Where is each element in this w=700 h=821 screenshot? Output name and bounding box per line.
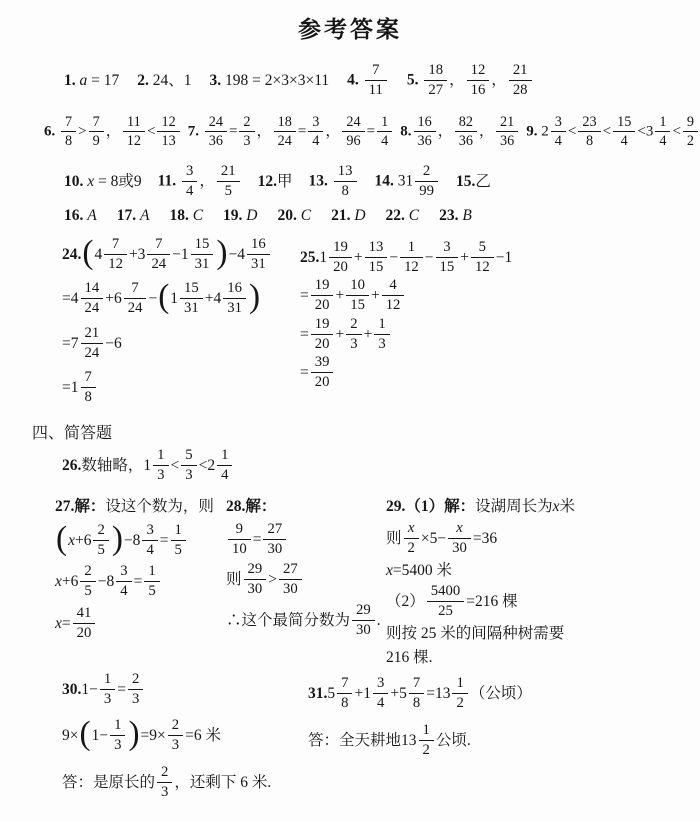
fraction: $\frac{5}{12}$	[471, 239, 494, 274]
math-line: 9× ( 1− $\frac{1}{3}$ ) =9× $\frac{2}{3}$ =6 米	[62, 715, 222, 754]
fraction: $\frac{1}{3}$	[100, 671, 115, 706]
fraction: $\frac{29}{30}$	[352, 602, 375, 637]
fraction: $\frac{7}{24}$	[124, 280, 147, 315]
answer-13: 13. $\frac{13}{8}$	[309, 164, 359, 199]
fraction: $\frac{15}{31}$	[180, 280, 203, 315]
fraction: $\frac{14}{24}$	[81, 280, 104, 315]
fraction: $\frac{16}{31}$	[247, 236, 270, 271]
answer-19: 19. D	[223, 207, 258, 225]
fraction: $\frac{9}{10}$	[228, 521, 251, 556]
fraction: $\frac{2}{5}$	[93, 522, 108, 557]
fraction: $\frac{7}{11}$	[365, 62, 387, 97]
math-line: x =5400 米	[386, 561, 453, 579]
answers-row-6-9	[44, 105, 700, 159]
fraction: $\frac{1}{12}$	[400, 239, 423, 274]
math-line: = $\frac{39}{20}$	[300, 355, 512, 390]
fraction: $\frac{3}{15}$	[436, 239, 459, 274]
fraction: $\frac{2}{3}$	[157, 764, 172, 799]
fraction: $\frac{3}{4}$	[373, 675, 388, 710]
math-line: =7 $\frac{21}{24}$ −6	[62, 324, 122, 361]
answer-23: 23. B	[439, 207, 472, 225]
fraction: $\frac{1}{5}$	[171, 522, 186, 557]
fraction: $\frac{5}{3}$	[181, 447, 196, 482]
fraction: $\frac{12}{13}$	[157, 114, 179, 149]
fraction: $\frac{7}{24}$	[147, 236, 170, 271]
fraction: $\frac{7}{9}$	[89, 114, 104, 149]
fraction: $\frac{x}{30}$	[448, 520, 471, 555]
fraction: $\frac{41}{20}$	[73, 605, 96, 640]
problem-24-solution	[62, 233, 272, 415]
math-line: x = $\frac{41}{20}$	[55, 606, 214, 641]
answer-1: 1. a = 17	[64, 72, 120, 90]
fraction: $\frac{11}{12}$	[123, 114, 145, 149]
fraction: $\frac{13}{8}$	[334, 163, 357, 198]
fraction: $\frac{18}{27}$	[424, 62, 447, 97]
fraction: $\frac{1}{3}$	[374, 316, 389, 351]
math-line: $\frac{9}{10}$ = $\frac{27}{30}$	[226, 522, 381, 557]
answer-18: 18. C	[169, 207, 204, 225]
problem-30-solution	[62, 672, 271, 811]
fraction: $\frac{1}{4}$	[217, 447, 232, 482]
fraction: $\frac{3}{4}$	[551, 114, 566, 149]
problem-27-solution	[55, 497, 214, 647]
page-title: 参考答案	[298, 17, 402, 42]
answers-row-16-23	[64, 204, 472, 228]
fraction: $\frac{1}{4}$	[655, 114, 670, 149]
math-line: 答：是原长的 $\frac{2}{3}$ ，还剩下 6 米.	[62, 763, 272, 800]
fraction: $\frac{1}{3}$	[110, 717, 125, 752]
fraction: $\frac{7}{8}$	[61, 114, 76, 149]
math-line: 则 $\frac{29}{30}$ > $\frac{27}{30}$	[226, 562, 381, 597]
answer-3: 3. 198 = 2×3×3×11	[209, 72, 330, 90]
fraction: $\frac{15}{4}$	[613, 114, 635, 149]
fraction: $\frac{7}{12}$	[104, 236, 127, 271]
math-line: （2） $\frac{5400}{25}$ =216 棵	[386, 583, 518, 620]
fraction: $\frac{16}{31}$	[223, 280, 246, 315]
fraction: $\frac{15}{31}$	[191, 236, 214, 271]
section-4-heading: 四、简答题	[32, 425, 113, 442]
fraction: $\frac{4}{12}$	[382, 277, 405, 312]
answer-17: 17. A	[116, 207, 150, 225]
answer-22: 22. C	[385, 207, 420, 225]
fraction: $\frac{2}{3}$	[128, 671, 143, 706]
answer-11: 11. $\frac{3}{4}$ ， $\frac{21}{5}$	[158, 164, 242, 199]
fraction: $\frac{9}{2}$	[683, 114, 698, 149]
fraction: $\frac{1}{5}$	[144, 563, 159, 598]
problem-26-solution	[62, 448, 234, 490]
math-line: 30. 1− $\frac{1}{3}$ = $\frac{2}{3}$	[62, 672, 271, 707]
problem-31-solution	[308, 676, 532, 771]
answer-8: 8. $\frac{16}{36}$ ， $\frac{82}{36}$ ， $\frac{21}{36}$	[400, 115, 520, 150]
fraction: $\frac{2}{99}$	[415, 163, 438, 198]
fraction: $\frac{21}{36}$	[496, 114, 518, 149]
fraction: $\frac{2}{3}$	[239, 114, 254, 149]
math-line: x +6 $\frac{2}{5}$ −8 $\frac{3}{4}$ = $\frac{1}{5}$	[55, 564, 214, 599]
fraction: $\frac{1}{4}$	[377, 114, 392, 149]
math-line: 216 棵.	[386, 649, 433, 667]
math-line: 27.解： 设这个数为，则	[55, 498, 214, 516]
fraction: $\frac{3}{4}$	[182, 163, 197, 198]
fraction: $\frac{2}{3}$	[346, 316, 361, 351]
fraction: $\frac{5400}{25}$	[427, 583, 464, 618]
fraction: $\frac{19}{20}$	[311, 277, 334, 312]
fraction: $\frac{1}{3}$	[153, 447, 168, 482]
math-line: 25. 1 $\frac{19}{20}$ + $\frac{13}{15}$ − $\frac{1}{12}$ − $\frac{3}{15}$ + $\frac{5}{12}$ −1	[300, 239, 513, 275]
answer-2: 2. 24、1	[137, 72, 192, 90]
fraction: $\frac{7}{8}$	[409, 675, 424, 710]
answer-15: 15.乙	[455, 173, 491, 191]
math-line: 则按 25 米的间隔种树需要	[386, 625, 565, 643]
fraction: $\frac{27}{30}$	[279, 561, 302, 596]
fraction: $\frac{7}{8}$	[337, 675, 352, 710]
answer-12: 12.甲	[257, 173, 293, 191]
answer-14: 14. 31 $\frac{2}{99}$	[375, 164, 440, 199]
answers-row-1-5	[64, 55, 534, 107]
math-line: = $\frac{19}{20}$ + $\frac{10}{15}$ + $\frac{4}{12}$	[300, 278, 512, 313]
fraction: $\frac{27}{30}$	[263, 521, 286, 556]
fraction: $\frac{10}{15}$	[346, 277, 369, 312]
fraction: $\frac{7}{8}$	[81, 369, 96, 404]
fraction: $\frac{21}{5}$	[217, 163, 240, 198]
fraction: $\frac{24}{36}$	[205, 114, 227, 149]
math-line: =4 $\frac{14}{24}$ +6 $\frac{7}{24}$ − ( 1 $\frac{15}{31}$ +4 $\frac{16}{31}$ )	[62, 278, 261, 317]
fraction: $\frac{23}{8}$	[578, 114, 600, 149]
fraction: $\frac{x}{2}$	[404, 520, 419, 555]
fraction: $\frac{3}{4}$	[308, 114, 323, 149]
answer-16: 16. A	[64, 207, 97, 225]
fraction: $\frac{19}{20}$	[311, 316, 334, 351]
answer-10: 10. x = 8或9	[64, 173, 142, 191]
math-line: =1 $\frac{7}{8}$	[62, 370, 272, 405]
math-line: 28.解：	[226, 498, 277, 516]
fraction: $\frac{29}{30}$	[244, 561, 267, 596]
fraction: $\frac{12}{16}$	[467, 62, 490, 97]
answer-5: 5. $\frac{18}{27}$ ， $\frac{12}{16}$ ， $\frac{21}{28}$	[407, 63, 534, 98]
fraction: $\frac{13}{15}$	[365, 239, 388, 274]
problem-29-solution	[386, 497, 646, 672]
problem-28-solution	[226, 497, 381, 643]
math-line: ( x +6 $\frac{2}{5}$ ) −8 $\frac{3}{4}$ = $\frac{1}{5}$	[55, 523, 214, 558]
fraction: $\frac{21}{28}$	[509, 62, 532, 97]
fraction: $\frac{24}{96}$	[342, 114, 364, 149]
math-line: 31. 5 $\frac{7}{8}$ +1 $\frac{3}{4}$ +5 $\frac{7}{8}$ =13 $\frac{1}{2}$ （公顷）	[308, 675, 532, 711]
fraction: $\frac{3}{4}$	[142, 522, 157, 557]
math-line: 26. 数轴略，1 $\frac{1}{3}$ < $\frac{5}{3}$ <2 $\frac{1}{4}$	[62, 448, 234, 483]
fraction: $\frac{1}{2}$	[419, 722, 434, 757]
math-line: = $\frac{19}{20}$ + $\frac{2}{3}$ + $\frac{1}{3}$	[300, 317, 512, 352]
fraction: $\frac{1}{2}$	[452, 675, 467, 710]
math-line: 29.（1）解： 设湖周长为 x 米	[386, 498, 576, 516]
answer-21: 21. D	[331, 207, 366, 225]
fraction: $\frac{18}{24}$	[274, 114, 296, 149]
answer-7: 7. $\frac{24}{36}$ = $\frac{2}{3}$ ， $\frac{18}{24}$ = $\frac{3}{4}$ ， $\frac{24}{96}$ = $\frac{1}{4}$	[188, 115, 395, 150]
answers-row-10-15	[64, 157, 491, 207]
answer-9: 9. 2 $\frac{3}{4}$ < $\frac{23}{8}$ < $\frac{15}{4}$ <3 $\frac{1}{4}$ < $\frac{9}{2}$	[526, 115, 700, 150]
math-line: 答：全天耕地13 $\frac{1}{2}$ 公顷.	[308, 722, 471, 759]
fraction: $\frac{2}{5}$	[80, 563, 95, 598]
fraction: $\frac{3}{4}$	[116, 563, 131, 598]
fraction: $\frac{82}{36}$	[455, 114, 477, 149]
fraction: $\frac{2}{3}$	[168, 717, 183, 752]
math-line: ∴这个最简分数为 $\frac{29}{30}$ .	[226, 601, 381, 638]
fraction: $\frac{19}{20}$	[329, 239, 352, 274]
math-line: 24. ( 4 $\frac{7}{12}$ +3 $\frac{7}{24}$ −1 $\frac{15}{31}$ ) −4 $\frac{16}{31}$	[62, 237, 272, 272]
answer-6: 6. $\frac{7}{8}$ > $\frac{7}{9}$ ， $\frac{11}{12}$ < $\frac{12}{13}$	[44, 115, 182, 150]
answer-20: 20. C	[277, 207, 312, 225]
fraction: $\frac{21}{24}$	[81, 325, 104, 360]
fraction: $\frac{16}{36}$	[414, 114, 436, 149]
math-line: 则 $\frac{x}{2}$ ×5− $\frac{x}{30}$ =36	[386, 520, 498, 556]
fraction: $\frac{39}{20}$	[311, 354, 334, 389]
answer-4: 4. $\frac{7}{11}$	[347, 63, 389, 98]
problem-25-solution	[300, 240, 512, 394]
